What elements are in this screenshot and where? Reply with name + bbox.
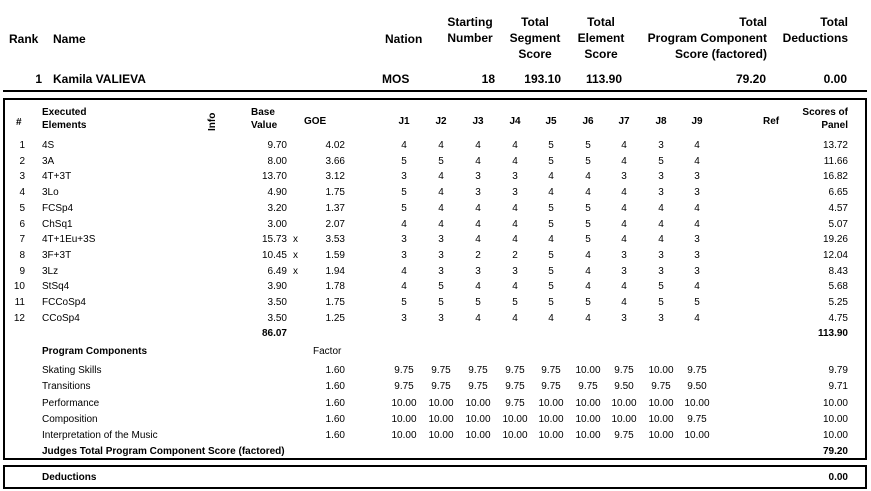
element-judge-score: 4 [401, 218, 407, 230]
element-name: CCoSp4 [42, 312, 80, 324]
element-judge-score: 3 [438, 249, 444, 261]
element-judge-score: 3 [621, 265, 627, 277]
component-judge-score: 9.50 [687, 381, 707, 393]
header-pcs-l1: Total [739, 15, 767, 29]
element-judge-score: 4 [658, 202, 664, 214]
element-judge-score: 4 [475, 140, 481, 151]
element-judge-score: 3 [621, 171, 627, 183]
element-judge-score: 3 [658, 249, 664, 261]
component-judge-score: 9.75 [394, 365, 414, 376]
element-judge-score: 5 [585, 297, 591, 308]
element-name: FCSp4 [42, 202, 74, 214]
element-judge-score: 4 [694, 155, 700, 167]
element-base-value: 3.20 [267, 202, 287, 214]
element-name: FCCoSp4 [42, 297, 86, 308]
component-judge-score: 9.75 [541, 381, 561, 393]
header-rank: Rank [9, 32, 39, 46]
element-goe: 3.53 [325, 234, 345, 246]
factor-header: Factor [313, 346, 342, 357]
element-judge-score: 5 [658, 297, 664, 308]
element-judge-score: 4 [621, 218, 627, 230]
component-judge-score: 9.75 [505, 365, 525, 376]
element-judge-score: 5 [548, 265, 554, 277]
component-judge-score: 9.75 [614, 365, 634, 376]
element-goe: 1.78 [325, 281, 345, 293]
component-judge-score: 10.00 [502, 430, 528, 442]
element-panel-score: 5.25 [828, 297, 848, 308]
element-num: 11 [14, 297, 25, 308]
program-components-title: Program Components [42, 346, 148, 357]
element-panel-score: 19.26 [822, 234, 848, 246]
component-judge-score: 10.00 [538, 413, 564, 425]
element-judge-score: 5 [548, 297, 554, 308]
element-base-value: 8.00 [267, 155, 287, 167]
element-goe: 1.75 [325, 187, 345, 199]
element-judge-score: 5 [401, 155, 407, 167]
col-executed [42, 106, 86, 132]
element-judge-score: 5 [401, 202, 407, 214]
col-judge-8: J8 [655, 116, 667, 127]
element-base-value: 13.70 [261, 171, 287, 183]
element-judge-score: 4 [548, 234, 554, 246]
element-judge-score: 4 [512, 202, 518, 214]
element-judge-score: 3 [658, 140, 664, 151]
element-num: 7 [19, 234, 25, 246]
component-judge-score: 10.00 [465, 413, 491, 425]
element-judge-score: 4 [548, 312, 554, 324]
element-judge-score: 5 [438, 155, 444, 167]
component-judge-score: 9.75 [541, 365, 561, 376]
col-judge-9: J9 [691, 116, 703, 127]
component-judge-score: 9.75 [687, 413, 707, 425]
header-pcs-l3: Score (factored) [674, 47, 767, 61]
element-judge-score: 4 [475, 312, 481, 324]
col-executed-l1: Executed [42, 107, 87, 118]
skater-rank: 1 [35, 72, 42, 86]
element-panel-score: 4.57 [828, 202, 848, 214]
element-judge-score: 5 [438, 281, 444, 293]
element-judge-score: 4 [475, 155, 481, 167]
component-judge-score: 10.00 [684, 397, 710, 409]
component-name: Composition [42, 413, 98, 425]
element-judge-score: 4 [512, 218, 518, 230]
element-judge-score: 4 [621, 140, 627, 151]
element-num: 10 [13, 281, 25, 293]
component-name: Skating Skills [42, 365, 102, 376]
element-judge-score: 3 [401, 249, 407, 261]
element-judge-score: 5 [438, 297, 444, 308]
element-bonus-marker: x [293, 234, 298, 246]
element-judge-score: 3 [658, 187, 664, 199]
element-base-value: 3.50 [267, 297, 287, 308]
component-judge-score: 10.00 [391, 397, 417, 409]
element-goe: 3.12 [325, 171, 345, 183]
element-judge-score: 4 [621, 155, 627, 167]
pcs-total-label: Judges Total Program Component Score (factored) [42, 446, 285, 457]
header-starting-number-l1: Starting [447, 15, 493, 29]
element-name: 3Lo [42, 187, 59, 199]
element-name: 3A [42, 155, 55, 167]
element-judge-score: 5 [585, 155, 591, 167]
component-judge-score: 9.75 [651, 381, 671, 393]
element-judge-score: 3 [694, 171, 700, 183]
element-name: 4S [42, 140, 55, 151]
element-judge-score: 4 [475, 234, 481, 246]
deductions-box [3, 465, 867, 489]
element-judge-score: 4 [512, 155, 518, 167]
element-judge-score: 3 [512, 187, 518, 199]
element-judge-score: 5 [475, 297, 481, 308]
element-judge-score: 5 [658, 155, 664, 167]
element-judge-score: 4 [512, 312, 518, 324]
component-factor: 1.60 [325, 397, 345, 409]
component-judge-score: 9.75 [505, 381, 525, 393]
element-name: StSq4 [42, 281, 70, 293]
element-base-value: 3.50 [267, 312, 287, 324]
component-judge-score: 9.75 [578, 381, 598, 393]
col-panel-l1: Scores of [802, 107, 848, 118]
element-judge-score: 4 [694, 202, 700, 214]
element-judge-score: 5 [585, 202, 591, 214]
skater-element-score: 113.90 [585, 72, 622, 86]
col-judge-4: J4 [509, 116, 521, 127]
element-judge-score: 3 [512, 265, 518, 277]
element-judge-score: 3 [621, 249, 627, 261]
component-panel-score: 10.00 [822, 397, 848, 409]
element-judge-score: 2 [475, 249, 481, 261]
element-base-value: 9.70 [267, 140, 287, 151]
element-judge-score: 4 [585, 249, 591, 261]
element-goe: 1.37 [325, 202, 345, 214]
element-judge-score: 5 [548, 140, 554, 151]
component-judge-score: 10.00 [575, 413, 601, 425]
element-judge-score: 3 [475, 187, 481, 199]
pcs-total-value: 79.20 [822, 446, 848, 457]
component-judge-score: 10.00 [502, 413, 528, 425]
element-judge-score: 5 [585, 234, 591, 246]
element-num: 5 [19, 202, 25, 214]
element-judge-score: 4 [548, 171, 554, 183]
skater-starting-number: 18 [481, 72, 495, 86]
component-name: Interpretation of the Music [42, 430, 158, 442]
element-judge-score: 5 [585, 218, 591, 230]
component-panel-score: 9.71 [828, 381, 848, 393]
component-judge-score: 10.00 [465, 430, 491, 442]
element-num: 8 [19, 249, 25, 261]
header-element-score [570, 14, 632, 62]
element-judge-score: 3 [401, 312, 407, 324]
header-tes-l3: Score [584, 47, 618, 61]
element-panel-score: 11.66 [823, 155, 848, 167]
element-judge-score: 3 [401, 171, 407, 183]
element-judge-score: 3 [401, 234, 407, 246]
component-judge-score: 10.00 [465, 397, 491, 409]
component-judge-score: 10.00 [538, 397, 564, 409]
element-judge-score: 5 [585, 140, 591, 151]
element-goe: 1.25 [325, 312, 345, 324]
element-judge-score: 4 [512, 140, 518, 151]
element-name: ChSq1 [42, 218, 73, 230]
element-goe: 2.07 [325, 218, 345, 230]
elements-total-base: 86.07 [261, 328, 287, 339]
element-judge-score: 5 [401, 187, 407, 199]
deductions-label: Deductions [42, 472, 97, 483]
element-judge-score: 4 [401, 281, 407, 293]
component-judge-score: 9.75 [431, 381, 451, 393]
component-judge-score: 10.00 [648, 413, 674, 425]
header-pcs [640, 14, 767, 62]
element-judge-score: 4 [438, 218, 444, 230]
component-judge-score: 10.00 [538, 430, 564, 442]
col-judge-1: J1 [398, 116, 410, 127]
element-base-value: 3.00 [267, 218, 287, 230]
col-base-l2: Value [251, 120, 278, 131]
element-name: 4T+1Eu+3S [42, 234, 96, 246]
element-judge-score: 4 [512, 281, 518, 293]
element-judge-score: 3 [694, 265, 700, 277]
element-num: 6 [19, 218, 25, 230]
header-name: Name [53, 32, 86, 46]
element-judge-score: 3 [658, 171, 664, 183]
elements-total-panel: 113.90 [817, 328, 848, 339]
element-judge-score: 4 [438, 202, 444, 214]
element-judge-score: 4 [621, 234, 627, 246]
component-factor: 1.60 [325, 365, 345, 376]
element-num: 9 [19, 265, 25, 277]
element-base-value: 10.45 [261, 249, 287, 261]
element-judge-score: 4 [548, 187, 554, 199]
element-judge-score: 3 [438, 312, 444, 324]
element-judge-score: 5 [658, 281, 664, 293]
element-judge-score: 3 [475, 171, 481, 183]
component-judge-score: 10.00 [611, 397, 637, 409]
element-judge-score: 4 [438, 171, 444, 183]
component-panel-score: 9.79 [828, 365, 848, 376]
element-name: 3F+3T [42, 249, 72, 261]
col-judge-2: J2 [435, 116, 447, 127]
col-panel-l2: Panel [821, 120, 848, 131]
element-judge-score: 3 [438, 234, 444, 246]
element-judge-score: 4 [621, 281, 627, 293]
skater-name: Kamila VALIEVA [53, 72, 146, 86]
element-judge-score: 5 [401, 297, 407, 308]
header-ded-l1: Total [820, 15, 848, 29]
component-judge-score: 10.00 [428, 413, 454, 425]
component-judge-score: 10.00 [648, 430, 674, 442]
header-segment-score [505, 14, 565, 62]
col-info: Info [207, 112, 218, 131]
element-num: 4 [19, 187, 25, 199]
skater-pcs: 79.20 [735, 72, 766, 86]
skater-deductions: 0.00 [823, 72, 847, 86]
element-panel-score: 8.43 [828, 265, 848, 277]
component-judge-score: 10.00 [391, 430, 417, 442]
element-judge-score: 3 [694, 187, 700, 199]
element-name: 4T+3T [42, 171, 72, 183]
element-goe: 1.94 [325, 265, 345, 277]
element-judge-score: 3 [621, 312, 627, 324]
element-judge-score: 4 [512, 234, 518, 246]
component-factor: 1.60 [325, 430, 345, 442]
header-tss-l3: Score [518, 47, 552, 61]
element-num: 2 [19, 155, 25, 167]
col-num: # [16, 117, 22, 128]
element-judge-score: 4 [658, 218, 664, 230]
col-judge-3: J3 [472, 116, 484, 127]
component-judge-score: 10.00 [648, 397, 674, 409]
element-judge-score: 4 [475, 281, 481, 293]
element-judge-score: 4 [694, 281, 700, 293]
component-judge-score: 10.00 [575, 365, 601, 376]
header-tes-l1: Total [587, 15, 615, 29]
component-name: Performance [42, 397, 100, 409]
element-num: 12 [13, 312, 25, 324]
col-base-l1: Base [251, 107, 275, 118]
element-judge-score: 2 [512, 249, 518, 261]
component-judge-score: 9.75 [687, 365, 707, 376]
header-tss-l2: Segment [509, 31, 561, 45]
element-judge-score: 5 [512, 297, 518, 308]
element-judge-score: 4 [401, 140, 407, 151]
element-judge-score: 4 [621, 297, 627, 308]
component-judge-score: 10.00 [684, 430, 710, 442]
component-judge-score: 9.75 [468, 381, 488, 393]
component-judge-score: 10.00 [575, 430, 601, 442]
element-judge-score: 4 [475, 202, 481, 214]
skater-nation: MOS [382, 72, 410, 86]
element-judge-score: 3 [658, 312, 664, 324]
element-judge-score: 3 [694, 249, 700, 261]
header-deductions [775, 14, 848, 46]
component-judge-score: 10.00 [428, 397, 454, 409]
element-judge-score: 3 [694, 234, 700, 246]
element-num: 3 [19, 171, 25, 183]
element-judge-score: 4 [585, 171, 591, 183]
element-judge-score: 4 [585, 281, 591, 293]
element-judge-score: 4 [585, 187, 591, 199]
component-panel-score: 10.00 [822, 430, 848, 442]
header-tss-l1: Total [521, 15, 549, 29]
col-executed-l2: Elements [42, 120, 87, 131]
header-tes-l2: Element [577, 31, 625, 45]
element-judge-score: 3 [512, 171, 518, 183]
element-goe: 1.75 [325, 297, 345, 308]
element-judge-score: 3 [658, 265, 664, 277]
col-goe: GOE [304, 116, 327, 127]
element-name: 3Lz [42, 265, 59, 277]
element-judge-score: 5 [548, 218, 554, 230]
component-name: Transitions [42, 381, 91, 393]
element-num: 1 [19, 140, 25, 151]
element-judge-score: 4 [475, 218, 481, 230]
deductions-value: 0.00 [828, 472, 848, 483]
element-judge-score: 4 [694, 218, 700, 230]
col-panel [790, 106, 848, 132]
col-judge-6: J6 [582, 116, 594, 127]
element-panel-score: 16.82 [822, 171, 848, 183]
element-judge-score: 4 [401, 265, 407, 277]
skater-segment-score: 193.10 [524, 72, 561, 86]
component-judge-score: 9.50 [614, 381, 634, 393]
element-judge-score: 4 [438, 187, 444, 199]
element-judge-score: 4 [694, 140, 700, 151]
element-base-value: 4.90 [267, 187, 287, 199]
component-judge-score: 9.75 [394, 381, 414, 393]
component-judge-score: 10.00 [428, 430, 454, 442]
component-judge-score: 9.75 [505, 397, 525, 409]
component-judge-score: 10.00 [611, 413, 637, 425]
element-panel-score: 12.04 [822, 249, 848, 261]
element-panel-score: 5.07 [828, 218, 848, 230]
element-panel-score: 5.68 [828, 281, 848, 293]
component-factor: 1.60 [325, 381, 345, 393]
element-judge-score: 5 [548, 202, 554, 214]
header-ded-l2: Deductions [782, 31, 848, 45]
col-judge-7: J7 [618, 116, 630, 127]
col-ref: Ref [763, 116, 780, 127]
element-panel-score: 4.75 [828, 312, 848, 324]
element-base-value: 15.73 [261, 234, 287, 246]
component-judge-score: 9.75 [468, 365, 488, 376]
header-starting-number [442, 14, 498, 46]
element-judge-score: 4 [585, 265, 591, 277]
col-base [251, 106, 277, 132]
element-goe: 3.66 [325, 155, 345, 167]
component-judge-score: 9.75 [614, 430, 634, 442]
element-judge-score: 5 [548, 281, 554, 293]
element-panel-score: 13.72 [822, 140, 848, 151]
element-judge-score: 4 [658, 234, 664, 246]
element-goe: 1.59 [325, 249, 345, 261]
element-judge-score: 5 [694, 297, 700, 308]
summary-divider [3, 90, 867, 92]
element-judge-score: 5 [548, 155, 554, 167]
element-base-value: 3.90 [267, 281, 287, 293]
element-judge-score: 4 [438, 140, 444, 151]
element-judge-score: 4 [621, 202, 627, 214]
component-judge-score: 10.00 [575, 397, 601, 409]
col-judge-5: J5 [545, 116, 557, 127]
component-judge-score: 9.75 [431, 365, 451, 376]
element-base-value: 6.49 [267, 265, 287, 277]
element-judge-score: 3 [438, 265, 444, 277]
element-panel-score: 6.65 [828, 187, 848, 199]
component-factor: 1.60 [325, 413, 345, 425]
element-judge-score: 5 [548, 249, 554, 261]
header-starting-number-l2: Number [447, 31, 493, 45]
component-panel-score: 10.00 [822, 413, 848, 425]
element-judge-score: 4 [694, 312, 700, 324]
element-judge-score: 4 [621, 187, 627, 199]
component-judge-score: 10.00 [648, 365, 674, 376]
element-bonus-marker: x [293, 265, 298, 277]
element-bonus-marker: x [293, 249, 298, 261]
header-pcs-l2: Program Component [647, 31, 767, 45]
header-nation: Nation [385, 32, 423, 46]
element-judge-score: 4 [585, 312, 591, 324]
element-goe: 4.02 [325, 140, 345, 151]
component-judge-score: 10.00 [391, 413, 417, 425]
element-judge-score: 3 [475, 265, 481, 277]
